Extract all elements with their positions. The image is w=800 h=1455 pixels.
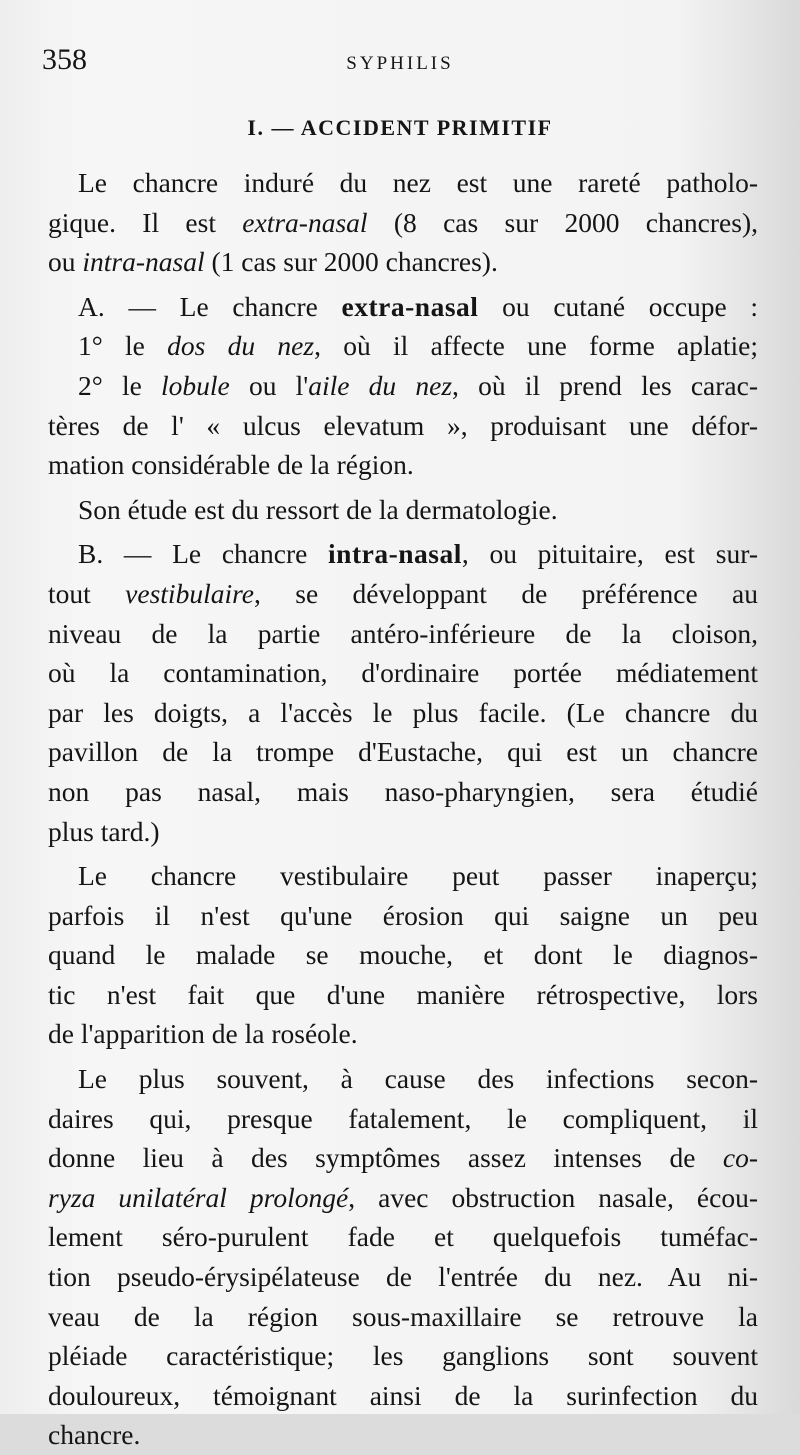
italic-text: aile du nez [308, 369, 453, 401]
text-line [48, 653, 758, 693]
text-run: tic n'est fait que d'une manière rétrospective, lors [48, 978, 758, 1010]
text-line [48, 614, 758, 654]
text-run: A. — Le chancre [78, 290, 342, 322]
text-line [48, 896, 758, 936]
text-line [48, 287, 758, 327]
text-line [48, 1415, 758, 1455]
text-run: par les doigts, a l'accès le plus facile. (Le chancre du [48, 696, 758, 728]
text-run: pléiade caractéristique; les ganglions sont souvent [48, 1340, 758, 1372]
text-line [48, 163, 758, 203]
text-line [48, 732, 758, 772]
text-line [48, 366, 758, 406]
text-run: B. — Le chancre [78, 538, 329, 570]
text-run: douloureux, témoignant ainsi de la surinfection du [48, 1379, 758, 1411]
text-line [48, 1217, 758, 1257]
text-run: ou l' [229, 369, 309, 401]
text-run: parfois il n'est qu'une érosion qui saigne un peu [48, 899, 758, 931]
running-head [42, 40, 758, 84]
text-run: ou [48, 246, 83, 278]
text-run: tout [48, 577, 126, 609]
text-run: de l'apparition de la roséole. [48, 1018, 358, 1050]
text-run: Le plus souvent, à cause des infections secon- [78, 1063, 758, 1095]
text-line [48, 1059, 758, 1099]
running-title: SYPHILIS [346, 53, 454, 74]
text-line [48, 574, 758, 614]
text-run: , avec obstruction nasale, écou- [348, 1181, 759, 1213]
text-run: Le chancre induré du nez est une rareté patholo- [78, 167, 758, 198]
italic-text: intra-nasal [82, 246, 205, 278]
text-run: Son étude est du ressort de la dermatologie. [78, 493, 558, 525]
text-run: tion pseudo-érysipélateuse de l'entrée du nez. Au ni- [48, 1261, 758, 1293]
text-run: mation considérable de la région. [48, 449, 414, 481]
text-line [48, 975, 758, 1015]
text-line [48, 203, 758, 243]
text-line [48, 1336, 758, 1376]
text-run: , où il prend les carac- [452, 369, 758, 401]
text-line [48, 1257, 758, 1297]
text-run: quand le malade se mouche, et dont le diagnos- [48, 939, 758, 971]
text-run: non pas nasal, mais naso-pharyngien, sera étudié [48, 775, 758, 807]
text-run: (8 cas sur 2000 chancres), [367, 206, 758, 238]
body-text [48, 163, 758, 1455]
text-line [48, 1178, 758, 1218]
text-run: tères de l' « ulcus elevatum », produisant une défor- [48, 409, 758, 441]
text-line [48, 812, 758, 852]
text-line [48, 1376, 758, 1416]
bold-term: extra-nasal [341, 290, 479, 322]
italic-text: extra-nasal [242, 206, 368, 238]
text-run: où la contamination, d'ordinaire portée médiatement [48, 657, 758, 689]
text-line [48, 856, 758, 896]
text-run: Le chancre vestibulaire peut passer inaperçu; [78, 860, 758, 892]
italic-text: lobule [161, 369, 230, 401]
section-heading: I. — ACCIDENT PRIMITIF [247, 115, 553, 140]
text-run: (1 cas sur 2000 chancres). [204, 246, 498, 278]
text-line [48, 1297, 758, 1337]
text-run: 2° le [78, 369, 161, 401]
text-line [48, 1014, 758, 1054]
text-line [48, 242, 758, 282]
text-run: niveau de la partie antéro-inférieure de la cloison, [48, 617, 758, 649]
text-line [48, 693, 758, 733]
text-run: , se développant de préférence au [253, 577, 758, 609]
page-number: 358 [42, 43, 87, 76]
text-line [48, 1138, 758, 1178]
text-run: lement séro-purulent fade et quelquefois tuméfac- [48, 1221, 758, 1253]
text-run: pavillon de la trompe d'Eustache, qui est un chancre [48, 736, 758, 768]
italic-text: co- [722, 1142, 758, 1174]
text-run: veau de la région sous-maxillaire se retrouve la [48, 1300, 758, 1332]
text-line [48, 1099, 758, 1139]
text-line [48, 326, 758, 366]
text-run: ou cutané occupe : [478, 290, 758, 322]
text-line [48, 772, 758, 812]
text-run: chancre. [48, 1419, 141, 1451]
text-run: , ou pituitaire, est sur- [461, 538, 758, 570]
text-run: 1° le [78, 330, 168, 362]
italic-text: vestibulaire [125, 577, 254, 609]
bold-term: intra-nasal [328, 538, 462, 570]
text-run: gique. Il est [48, 206, 243, 238]
text-line [48, 490, 758, 530]
text-run: daires qui, presque fatalement, le compliquent, il [48, 1102, 758, 1134]
text-run: donne lieu à des symptômes assez intenses de [48, 1142, 723, 1174]
text-line [48, 406, 758, 446]
text-line [48, 534, 758, 574]
text-run: plus tard.) [48, 815, 160, 847]
text-run: , où il affecte une forme aplatie; [314, 330, 758, 362]
text-line [48, 445, 758, 485]
text-line [48, 935, 758, 975]
italic-text: dos du nez [167, 330, 315, 362]
italic-text: ryza unilatéral prolongé [48, 1181, 349, 1213]
